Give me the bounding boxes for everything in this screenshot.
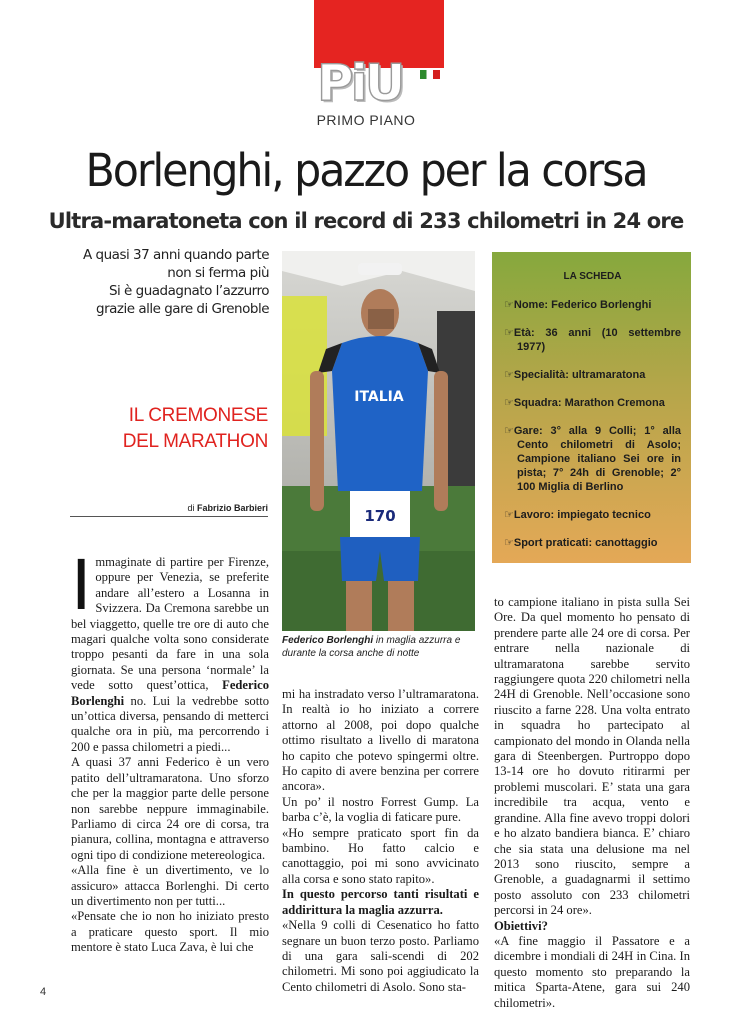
photo-caption xyxy=(282,634,482,660)
fact-sheet-text: Sport praticati: canottaggio xyxy=(513,537,658,549)
article-column-2 xyxy=(282,687,479,995)
kicker-line: A quasi 37 anni quando parte xyxy=(83,247,269,263)
article-paragraph xyxy=(71,546,269,755)
article-bold-name: Federico Borlenghi xyxy=(71,678,269,708)
kicker-line: grazie alle gare di Grenoble xyxy=(96,301,269,317)
article-text: no. Lui la vedrebbe sotto un’ottica diversa, pensando di metterci qualche ora in più, ma percorrendo i 200 e passa chilometri a piedi... xyxy=(71,693,269,754)
article-bold-text: In questo percorso tanti risultati e addirittura la maglia azzurra. xyxy=(282,887,479,917)
pointing-hand-icon: ☞ xyxy=(504,425,514,437)
fact-sheet-text: Lavoro: impiegato tecnico xyxy=(513,509,651,521)
caption-name: Federico Borlenghi xyxy=(282,635,374,646)
article-paragraph: A quasi 37 anni Federico è un vero patito dell’ultramaratona. Uno sforzo che per la maggior parte delle persone non sarebbe neppure immaginabile. Parliamo di circa 24 ore di corsa, tra pianura, collina, montagna e attraverso ogni tipo di condizione metereologica. xyxy=(71,755,269,862)
section-label: PRIMO PIANO xyxy=(316,112,416,128)
page-number: 4 xyxy=(40,986,47,998)
drop-cap: I xyxy=(71,546,92,626)
pointing-hand-icon: ☞ xyxy=(504,369,514,381)
fact-sheet-item xyxy=(504,396,681,410)
logo-flag-accent xyxy=(420,70,440,79)
fact-sheet-text: Nome: Federico Borlenghi xyxy=(513,299,652,311)
fact-sheet-item xyxy=(504,368,681,382)
red-heading xyxy=(48,403,268,455)
article-paragraph: mi ha instradato verso l’ultramaratona. In realtà io ho iniziato a correre attorno al 2008, poi dopo qualche ottimo risultato a livello di maratona ho capito che potevo spingermi oltre. Ho capito di avere benzina per correre ancora». xyxy=(282,687,479,794)
article-paragraph: «A fine maggio il Passatore e a dicembre i mondiali di 24H in Cina. In questo momento sto preparando la mitica Sparta-Atene, gara sui 240 chilometri». xyxy=(494,933,690,1010)
fact-sheet-title: LA SCHEDA xyxy=(563,271,622,282)
fact-sheet-item xyxy=(504,326,681,354)
caption-text: in maglia azzurra e durante la corsa anche di notte xyxy=(282,635,461,659)
article-paragraph: to campione italiano in pista sulla Sei Ore. Da quel momento ho pensato di prendere parte alle 24 ore di corsa. Per entrare nella nazionale di ultramaratona sarebbe servito raggiungere quota 220 chilometri nella 24H di Grenoble. Nell’occasione sono riuscito a farne 228. Una volta entrato in squadra ho partecipato al campionato del mondo in Olanda nella gara di Steenbergen. Purtroppo dopo 13-14 ore ho dovuto ritirarmi per problemi muscolari. E’ stata una gara incredibile tra acqua, vento e grandine. Alla fine avevo troppi dolori e ho alzato bandiera bianca. E’ chiaro che sia stata una delusione ma nel 2013 sono riuscito, sempre a Grenoble, a guadagnarmi il settimo posto assoluto con 233 chilometri percorsi in 24 ore». xyxy=(494,595,690,918)
pointing-hand-icon: ☞ xyxy=(504,397,514,409)
magazine-logo: PiU xyxy=(317,54,403,112)
fact-sheet-text: Specialità: ultramaratona xyxy=(513,369,646,381)
fact-sheet-item xyxy=(504,298,681,312)
article-column-3 xyxy=(494,595,690,1011)
athlete-photo xyxy=(282,251,475,631)
red-heading-line: IL CREMONESE xyxy=(128,405,268,426)
bib-number: 170 xyxy=(364,507,396,525)
article-paragraph: «Ho sempre praticato sport fin da bambino. Ho fatto calcio e canottaggio, poi mi sono avvicinato alla corsa e sono stato rapito». xyxy=(282,825,479,886)
shirt-text: ITALIA xyxy=(354,389,404,405)
byline-prefix: di xyxy=(187,503,195,513)
article-paragraph: Un po’ il nostro Forrest Gump. La barba c’è, la voglia di faticare pure. xyxy=(282,794,479,825)
byline xyxy=(70,503,268,517)
pointing-hand-icon: ☞ xyxy=(504,299,514,311)
pointing-hand-icon: ☞ xyxy=(504,327,514,339)
fact-sheet-item xyxy=(504,424,681,494)
pointing-hand-icon: ☞ xyxy=(504,509,514,521)
article-column-1 xyxy=(71,546,269,956)
article-paragraph: «Pensate che io non ho iniziato presto a praticare questo sport. Il mio mentore è stato Luca Zava, è lui che xyxy=(71,909,269,955)
red-heading-line: DEL MARATHON xyxy=(122,431,268,452)
headline: Borlenghi, pazzo per la corsa xyxy=(85,144,647,197)
kicker-line: non si ferma più xyxy=(167,265,269,281)
fact-sheet-item xyxy=(504,536,681,550)
byline-author: Fabrizio Barbieri xyxy=(196,503,268,513)
article-paragraph: «Alla fine è un divertimento, ve lo assicuro» attacca Borlenghi. Di certo un divertimento non per tutti... xyxy=(71,863,269,908)
article-subheading xyxy=(494,919,690,934)
kicker xyxy=(49,246,269,318)
athlete-photo-illustration xyxy=(282,251,475,631)
article-paragraph: «Nella 9 colli di Cesenatico ho fatto segnare un buon terzo posto. Parliamo di una gara sali-scendi di 202 chilometri. Mi sono poi aggiudicato la Cento chilometri di Asolo. Sono sta- xyxy=(282,918,479,994)
article-bold-text: Obiettivi? xyxy=(494,918,548,933)
fact-sheet-text: Gare: 3° alla 9 Colli; 1° alla Cento chilometri di Asolo; Campione italiano Sei ore in pista; 7° 24h di Grenoble; 2° 100 Miglia di Berlino xyxy=(513,425,681,493)
fact-sheet-text: Età: 36 anni (10 settembre 1977) xyxy=(513,327,681,353)
subheadline: Ultra-maratoneta con il record di 233 chilometri in 24 ore xyxy=(48,209,684,233)
pointing-hand-icon: ☞ xyxy=(504,537,514,549)
fact-sheet-box xyxy=(492,252,691,563)
fact-sheet-item xyxy=(504,508,681,522)
article-subheading xyxy=(282,887,479,918)
kicker-line: Si è guadagnato l’azzurro xyxy=(108,283,269,299)
article-text: mmaginate di partire per Firenze, oppure per Venezia, se preferite andare all’estero a Losanna in Svizzera. Da Cremona sarebbe un bel viaggetto, quelle tre ore di auto che magari qualche volta sono considerate troppo pesanti da fare in una sola giornata. Se una persona ‘normale’ la vede sotto quest’ottica, xyxy=(71,555,269,693)
fact-sheet-text: Squadra: Marathon Cremona xyxy=(513,397,665,409)
